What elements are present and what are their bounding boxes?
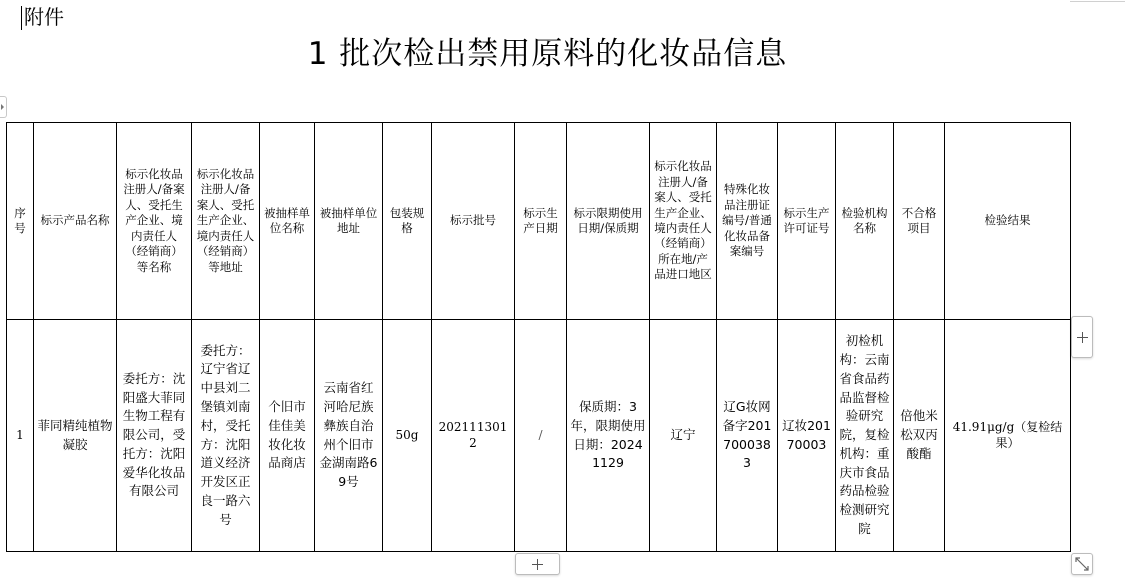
table-cell[interactable]: 委托方：沈阳盛大菲同生物工程有限公司，受托方：沈阳爱华化妆品有限公司 bbox=[117, 320, 192, 552]
header-cell[interactable]: 标示生产许可证号 bbox=[778, 123, 836, 320]
header-cell[interactable]: 特殊化妆品注册证编号/普通化妆品备案编号 bbox=[717, 123, 778, 320]
table-cell[interactable]: 辽妆20170003 bbox=[778, 320, 836, 552]
table-cell[interactable]: / bbox=[515, 320, 567, 552]
table-cell[interactable]: 个旧市佳佳美妆化妆品商店 bbox=[260, 320, 315, 552]
header-cell[interactable]: 标示限期使用日期/保质期 bbox=[567, 123, 650, 320]
table-cell[interactable]: 云南省红河哈尼族彝族自治州个旧市金湖南路69号 bbox=[315, 320, 383, 552]
table-cell[interactable]: 保质期：3年，限期使用日期：20241129 bbox=[567, 320, 650, 552]
header-cell[interactable]: 包装规格 bbox=[383, 123, 432, 320]
header-cell[interactable]: 标示生产日期 bbox=[515, 123, 567, 320]
top-divider bbox=[1070, 1, 1125, 2]
table-cell[interactable]: 50g bbox=[383, 320, 432, 552]
table-cell[interactable]: 辽宁 bbox=[650, 320, 717, 552]
text-cursor bbox=[21, 6, 22, 30]
header-cell[interactable]: 标示产品名称 bbox=[34, 123, 117, 320]
plus-icon bbox=[532, 559, 543, 570]
table-row bbox=[7, 320, 1071, 552]
table-header-row bbox=[7, 123, 1071, 320]
header-cell[interactable]: 标示化妆品注册人/备案人、受托生产企业、境内责任人（经销商）等名称 bbox=[117, 123, 192, 320]
plus-icon bbox=[1077, 332, 1088, 343]
header-cell[interactable]: 不合格项目 bbox=[894, 123, 945, 320]
table-cell[interactable]: 41.91μg/g（复检结果） bbox=[945, 320, 1071, 552]
header-cell[interactable]: 标示化妆品注册人/备案人、受托生产企业、境内责任人（经销商）等地址 bbox=[192, 123, 260, 320]
resize-diagonal-icon bbox=[1075, 557, 1089, 571]
header-cell[interactable]: 检验机构名称 bbox=[836, 123, 894, 320]
table-cell[interactable]: 初检机构：云南省食品药品监督检验研究院，复检机构：重庆市食品药品检验检测研究院 bbox=[836, 320, 894, 552]
page-title: 1 批次检出禁用原料的化妆品信息 bbox=[307, 36, 788, 72]
row-handle-icon[interactable] bbox=[0, 96, 7, 118]
header-cell[interactable]: 标示化妆品注册人/备案人、受托生产企业、境内责任人（经销商）所在地/产品进口地区 bbox=[650, 123, 717, 320]
table-cell[interactable]: 2021113012 bbox=[432, 320, 515, 552]
table-cell[interactable]: 菲同精纯植物凝胶 bbox=[34, 320, 117, 552]
attachment-label: 附件 bbox=[24, 5, 64, 29]
header-cell[interactable]: 检验结果 bbox=[945, 123, 1071, 320]
header-cell[interactable]: 被抽样单位地址 bbox=[315, 123, 383, 320]
header-cell[interactable]: 序号 bbox=[7, 123, 34, 320]
inspection-table bbox=[6, 122, 1071, 552]
add-column-button[interactable] bbox=[1071, 316, 1093, 358]
table-cell[interactable]: 倍他米松双丙酸酯 bbox=[894, 320, 945, 552]
table-cell[interactable]: 辽G妆网备字2017000383 bbox=[717, 320, 778, 552]
table-resize-handle[interactable] bbox=[1071, 553, 1093, 575]
add-row-button[interactable] bbox=[515, 553, 560, 575]
header-cell[interactable]: 被抽样单位名称 bbox=[260, 123, 315, 320]
table-cell[interactable]: 委托方：辽宁省辽中县刘二堡镇刘南村，受托方：沈阳道义经济开发区正良一路六号 bbox=[192, 320, 260, 552]
header-cell[interactable]: 标示批号 bbox=[432, 123, 515, 320]
table-cell[interactable]: 1 bbox=[7, 320, 34, 552]
